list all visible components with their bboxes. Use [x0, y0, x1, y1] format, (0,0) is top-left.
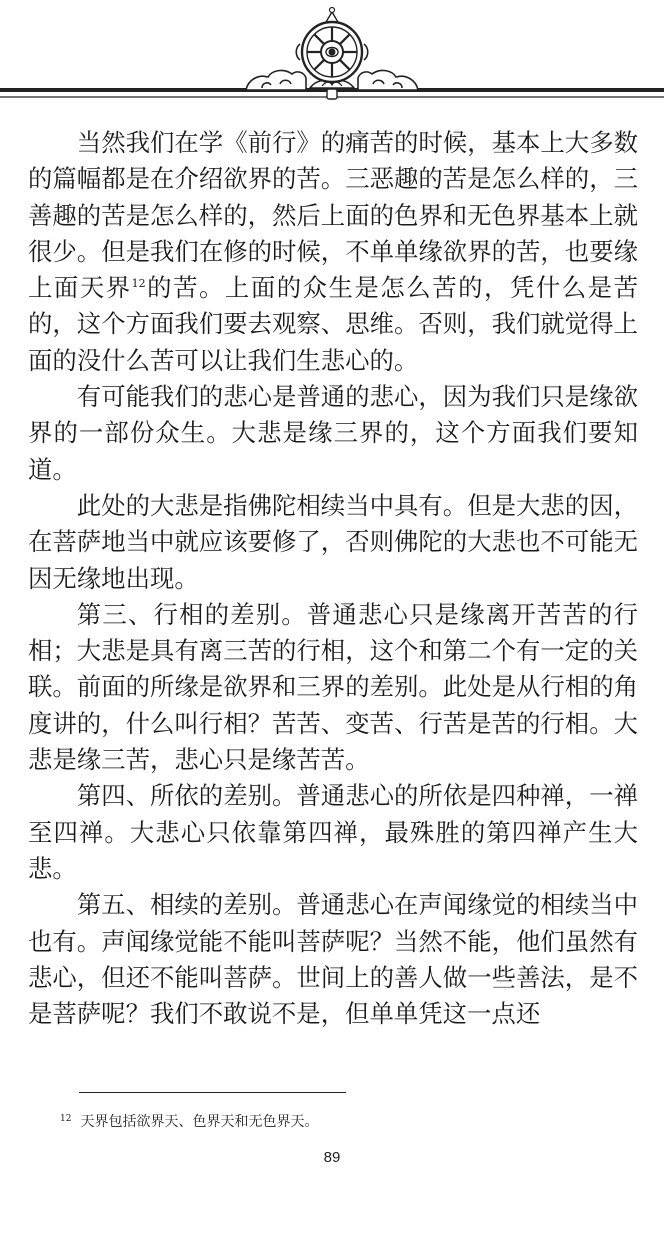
- header-ornament: [0, 0, 664, 110]
- paragraph-text: 当然我们在学《前行》的痛苦的时候，基本上大多数的篇幅都是在介绍欲界的苦。三恶趣的苦是怎么样的，三善趣的苦是怎么样的，然后上面的色界和无色界基本上就很少。但是我们在修的时候，不单单缘欲界的苦，也要缘上面天界: [28, 128, 638, 303]
- footnote: [60, 1109, 318, 1132]
- dharma-wheel-icon: [296, 8, 368, 100]
- body-text: [28, 125, 638, 1032]
- paragraph: [28, 125, 638, 379]
- cloud-scroll-left-icon: [246, 70, 306, 90]
- footnote-reference[interactable]: 12: [131, 277, 146, 291]
- cloud-scroll-right-icon: [358, 70, 418, 90]
- paragraph: 第三、行相的差别。普通悲心只是缘离开苦苦的行相；大悲是具有离三苦的行相，这个和第二个有一定的关联。前面的所缘是欲界和三界的差别。此处是从行相的角度讲的，什么叫行相？苦苦、变苦、行苦是苦的行相。大悲是缘三苦，悲心只是缘苦苦。: [28, 599, 638, 775]
- paragraph: 此处的大悲是指佛陀相续当中具有。但是大悲的因，在菩萨地当中就应该要修了，否则佛陀的大悲也不可能无因无缘地出现。: [28, 490, 638, 593]
- paragraph-text: 的苦。上面的众生是怎么苦的，凭什么是苦的，这个方面我们要去观察、思维。否则，我们就觉得上面的没什么苦可以让我们生悲心的。: [28, 273, 638, 375]
- paragraph: 第五、相续的差别。普通悲心在声闻缘觉的相续当中也有。声闻缘觉能不能叫菩萨呢？当然不能，他们虽然有悲心，但还不能叫菩萨。世间上的善人做一些善法，是不是菩萨呢？我们不敢说不是，但单单凭这一点还: [28, 890, 638, 1029]
- paragraph: 第四、所依的差别。普通悲心的所依是四种禅，一禅至四禅。大悲心只依靠第四禅，最殊胜的第四禅产生大悲。: [28, 781, 638, 883]
- footnote-number: 12: [60, 1114, 72, 1124]
- paragraph: 有可能我们的悲心是普通的悲心，因为我们只是缘欲界的一部份众生。大悲是缘三界的，这个方面我们要知道。: [28, 382, 638, 484]
- page-number: 89: [323, 1149, 341, 1166]
- footnote-divider: [79, 1092, 346, 1093]
- footnote-text: 天界包括欲界天、色界天和无色界天。: [80, 1114, 319, 1130]
